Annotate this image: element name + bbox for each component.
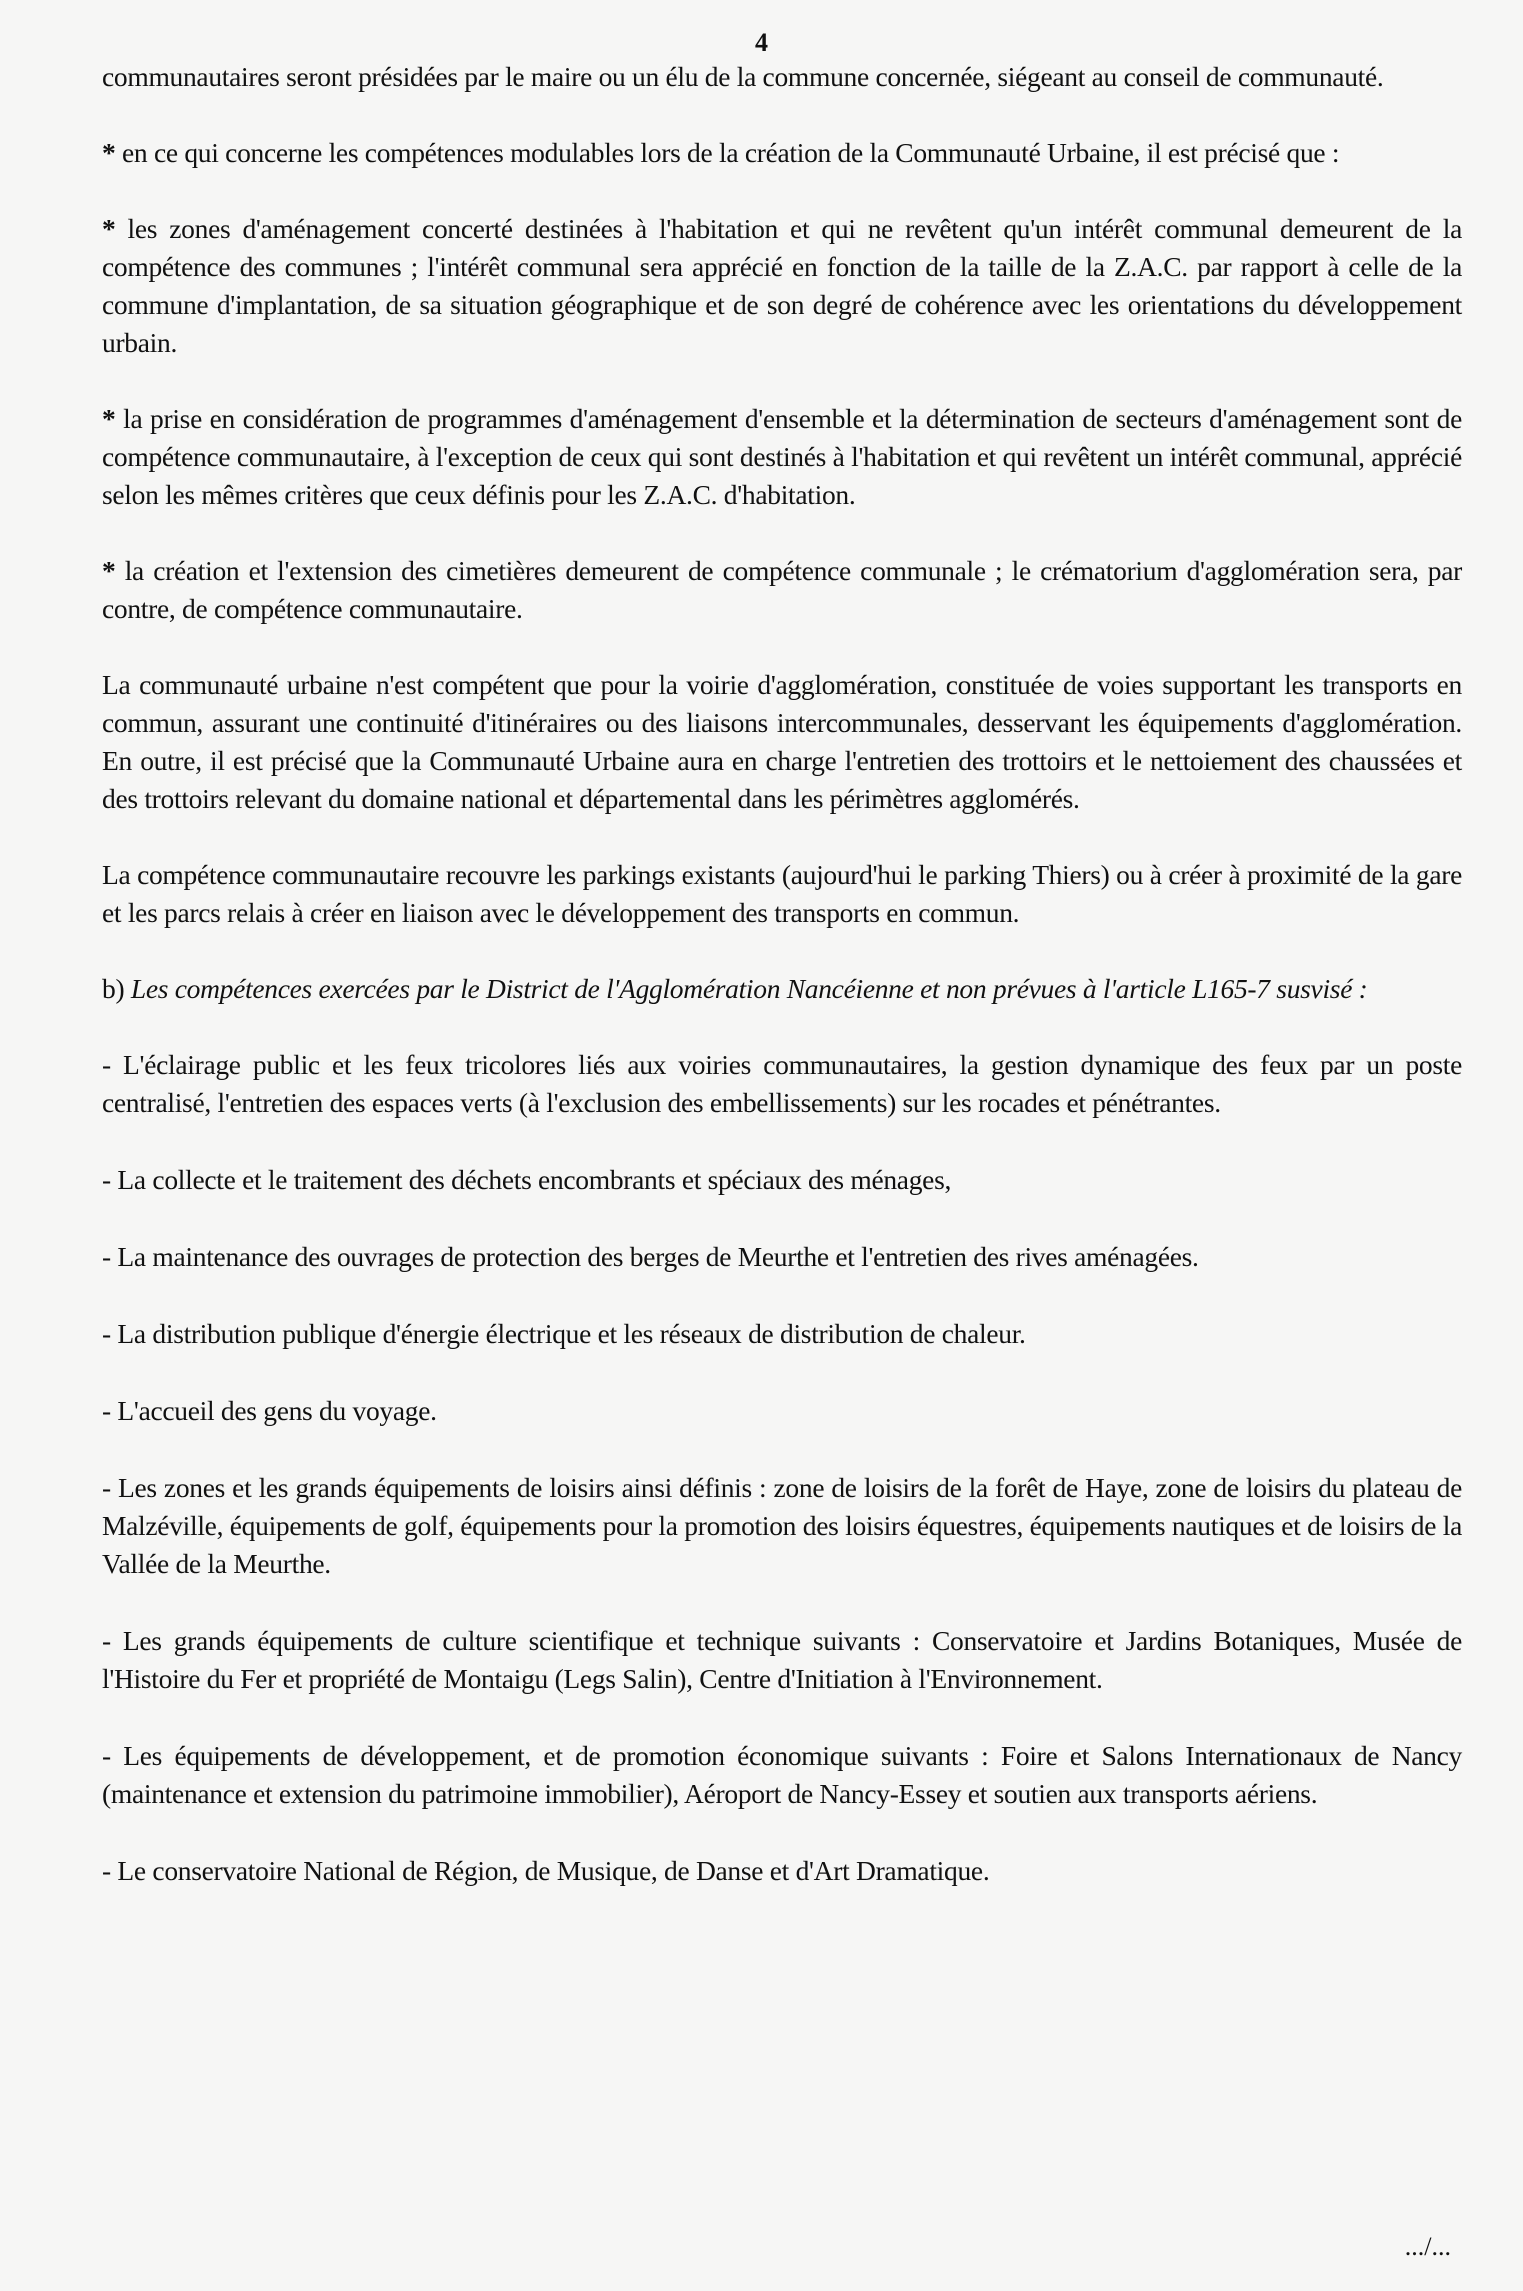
paragraph-text: La communauté urbaine n'est compétent que pour la voirie d'agglomération, constituée de voies supportant les transports en commun, assurant une continuité d'itinéraires ou des liaisons intercommunales, desservant les équipements d'agglomération. En outre, il est précisé que la Communauté Urbaine aura en charge l'entretien des trottoirs et le nettoiement des chaussées et des trottoirs relevant du domaine national et départemental dans les périmètres agglomérés.: [102, 669, 1462, 814]
paragraph-modular-competences: [102, 134, 1462, 172]
bullet-marker: *: [102, 213, 116, 244]
list-item-energie: - La distribution publique d'énergie électrique et les réseaux de distribution de chaleur.: [102, 1318, 1026, 1349]
paragraph-text: la prise en considération de programmes d'aménagement d'ensemble et la détermination de secteurs d'aménagement sont de compétence communautaire, à l'exception de ceux qui sont destinés à l'habitation et qui revêtent un intérêt communal, apprécié selon les mêmes critères que ceux définis pour les Z.A.C. d'habitation.: [102, 403, 1462, 510]
bullet-marker: *: [102, 555, 116, 586]
paragraph-parkings: [102, 856, 1462, 932]
paragraph-text: en ce qui concerne les compétences modulables lors de la création de la Communauté Urbaine, il est précisé que :: [115, 137, 1340, 168]
continuation-mark: .../...: [1404, 2232, 1451, 2261]
paragraph-text: La compétence communautaire recouvre les parkings existants (aujourd'hui le parking Thiers) ou à créer à proximité de la gare et les parcs relais à créer en liaison avec le développement des transports en commun.: [102, 859, 1462, 928]
list-item-eclairage: - L'éclairage public et les feux tricolores liés aux voiries communautaires, la gestion dynamique des feux par un poste centralisé, l'entretien des espaces verts (à l'exclusion des embellissements) sur les rocades et pénétrantes.: [102, 1049, 1462, 1118]
bullet-marker: *: [102, 137, 116, 168]
paragraph-zac-habitation: [102, 210, 1462, 362]
section-b-heading: [102, 970, 1462, 1008]
paragraph-text: communautaires seront présidées par le maire ou un élu de la commune concernée, siégeant au conseil de communauté.: [102, 61, 1384, 92]
paragraph-text: la création et l'extension des cimetières demeurent de compétence communale ; le crématorium d'agglomération sera, par contre, de compétence communautaire.: [102, 555, 1462, 624]
section-title: Les compétences exercées par le District de l'Agglomération Nancéienne et non prévues à l'article L165-7 susvisé :: [130, 973, 1368, 1004]
list-item-loisirs: - Les zones et les grands équipements de loisirs ainsi définis : zone de loisirs de la forêt de Haye, zone de loisirs du plateau de Malzéville, équipements de golf, équipements pour la promotion des loisirs équestres, équipements nautiques et de loisirs de la Vallée de la Meurthe.: [102, 1472, 1462, 1579]
document-body: [102, 58, 1462, 1929]
bullet-marker: *: [102, 403, 116, 434]
list-item-culture: - Les grands équipements de culture scientifique et technique suivants : Conservatoire et Jardins Botaniques, Musée de l'Histoire du Fer et propriété de Montaigu (Legs Salin), Centre d'Initiation à l'Environnement.: [102, 1625, 1462, 1694]
page-number: 4: [755, 28, 768, 57]
paragraph-text: les zones d'aménagement concerté destinées à l'habitation et qui ne revêtent qu'un intérêt communal demeurent de la compétence des communes ; l'intérêt communal sera apprécié en fonction de la taille de la Z.A.C. par rapport à celle de la commune d'implantation, de sa situation géographique et de son degré de cohérence avec les orientations du développement urbain.: [102, 213, 1462, 358]
list-item-developpement: - Les équipements de développement, et de promotion économique suivants : Foire et Salons Internationaux de Nancy (maintenance et extension du patrimoine immobilier), Aéroport de Nancy-Essey et soutien aux transports aériens.: [102, 1740, 1462, 1809]
list-item-dechets: - La collecte et le traitement des déchets encombrants et spéciaux des ménages,: [102, 1164, 952, 1195]
paragraph-amenagement-programmes: [102, 400, 1462, 514]
list-item-berges: - La maintenance des ouvrages de protection des berges de Meurthe et l'entretien des rives aménagées.: [102, 1241, 1199, 1272]
list-item-conservatoire: - Le conservatoire National de Région, de Musique, de Danse et d'Art Dramatique.: [102, 1855, 990, 1886]
list-item-gens-du-voyage: - L'accueil des gens du voyage.: [102, 1395, 437, 1426]
paragraph-cemeteries: [102, 552, 1462, 628]
paragraph-council-presidency: [102, 58, 1462, 96]
section-label: b): [102, 973, 131, 1004]
paragraph-voirie: [102, 666, 1462, 818]
